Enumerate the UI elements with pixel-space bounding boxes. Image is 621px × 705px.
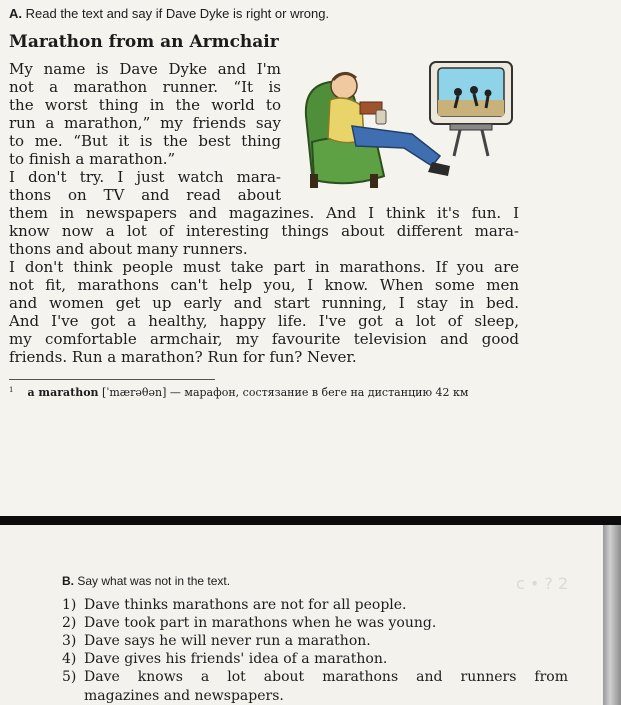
man-in-armchair-watching-tv-icon [300, 56, 530, 206]
task-a-instruction [9, 6, 329, 21]
article-line: not fit, marathons can't help you, I know. When some men [9, 276, 519, 294]
footnote-mark: 1 [9, 386, 14, 394]
list-item-text: Dave says he will never run a marathon. [84, 633, 371, 649]
list-item-number: 1) [62, 597, 77, 613]
list-item-text: Dave knows a lot about marathons and runners from [84, 669, 568, 685]
task-a-text: Read the text and say if Dave Dyke is right or wrong. [25, 6, 330, 21]
task-b-letter: B. [62, 574, 74, 588]
list-item-text: Dave took part in marathons when he was young. [84, 615, 437, 631]
article-line: and women get up early and start running, I stay in bed. [9, 294, 519, 312]
article-line: thons and about many runners. [9, 240, 248, 258]
article-line: thons on TV and read about [9, 186, 281, 204]
watermark-mark: c • ? 2 [516, 574, 569, 593]
footnote-divider [9, 379, 215, 380]
article-line: not a marathon runner. “It is [9, 78, 281, 96]
list-item-text: Dave thinks marathons are not for all people. [84, 597, 407, 613]
list-item [62, 615, 436, 631]
article-line: them in newspapers and magazines. And I think it's fun. I [9, 204, 519, 222]
list-item [62, 651, 387, 667]
list-item-text: Dave gives his friends' idea of a marathon. [84, 651, 388, 667]
list-item [62, 597, 407, 613]
list-item-number: 2) [62, 615, 77, 631]
task-a-letter: A. [9, 6, 22, 21]
article-line: know now a lot of interesting things about different mara- [9, 222, 519, 240]
list-item-number: 4) [62, 651, 77, 667]
footnote [9, 386, 468, 399]
article-line: run a marathon,” my friends say [9, 114, 281, 132]
list-item [62, 669, 568, 685]
list-item-continuation: magazines and newspapers. [84, 688, 284, 704]
article-line: to me. “But it is the best thing [9, 132, 281, 150]
footnote-definition: [ˈmærəθən] — марафон, состязание в беге на дистанцию 42 км [102, 386, 469, 399]
article-line: my comfortable armchair, my favourite television and good [9, 330, 519, 348]
task-b-instruction [62, 574, 230, 588]
article-title: Marathon from an Armchair [9, 32, 279, 52]
task-b-text: Say what was not in the text. [77, 574, 231, 588]
footnote-term: a marathon [27, 386, 99, 399]
article-line: the worst thing in the world to [9, 96, 281, 114]
article-line: My name is Dave Dyke and I'm [9, 60, 281, 78]
article-line: to finish a marathon.” [9, 150, 176, 168]
article-line: And I've got a healthy, happy life. I've got a lot of sleep, [9, 312, 519, 330]
article-line: I don't think people must take part in marathons. If you are [9, 258, 519, 276]
list-item [62, 633, 371, 649]
list-item-number: 3) [62, 633, 77, 649]
article-line: friends. Run a marathon? Run for fun? Never. [9, 348, 357, 366]
article-line: I don't try. I just watch mara- [9, 168, 281, 186]
page-edge-shadow [603, 525, 621, 705]
page-divider-band [0, 516, 621, 525]
list-item-number: 5) [62, 669, 77, 685]
